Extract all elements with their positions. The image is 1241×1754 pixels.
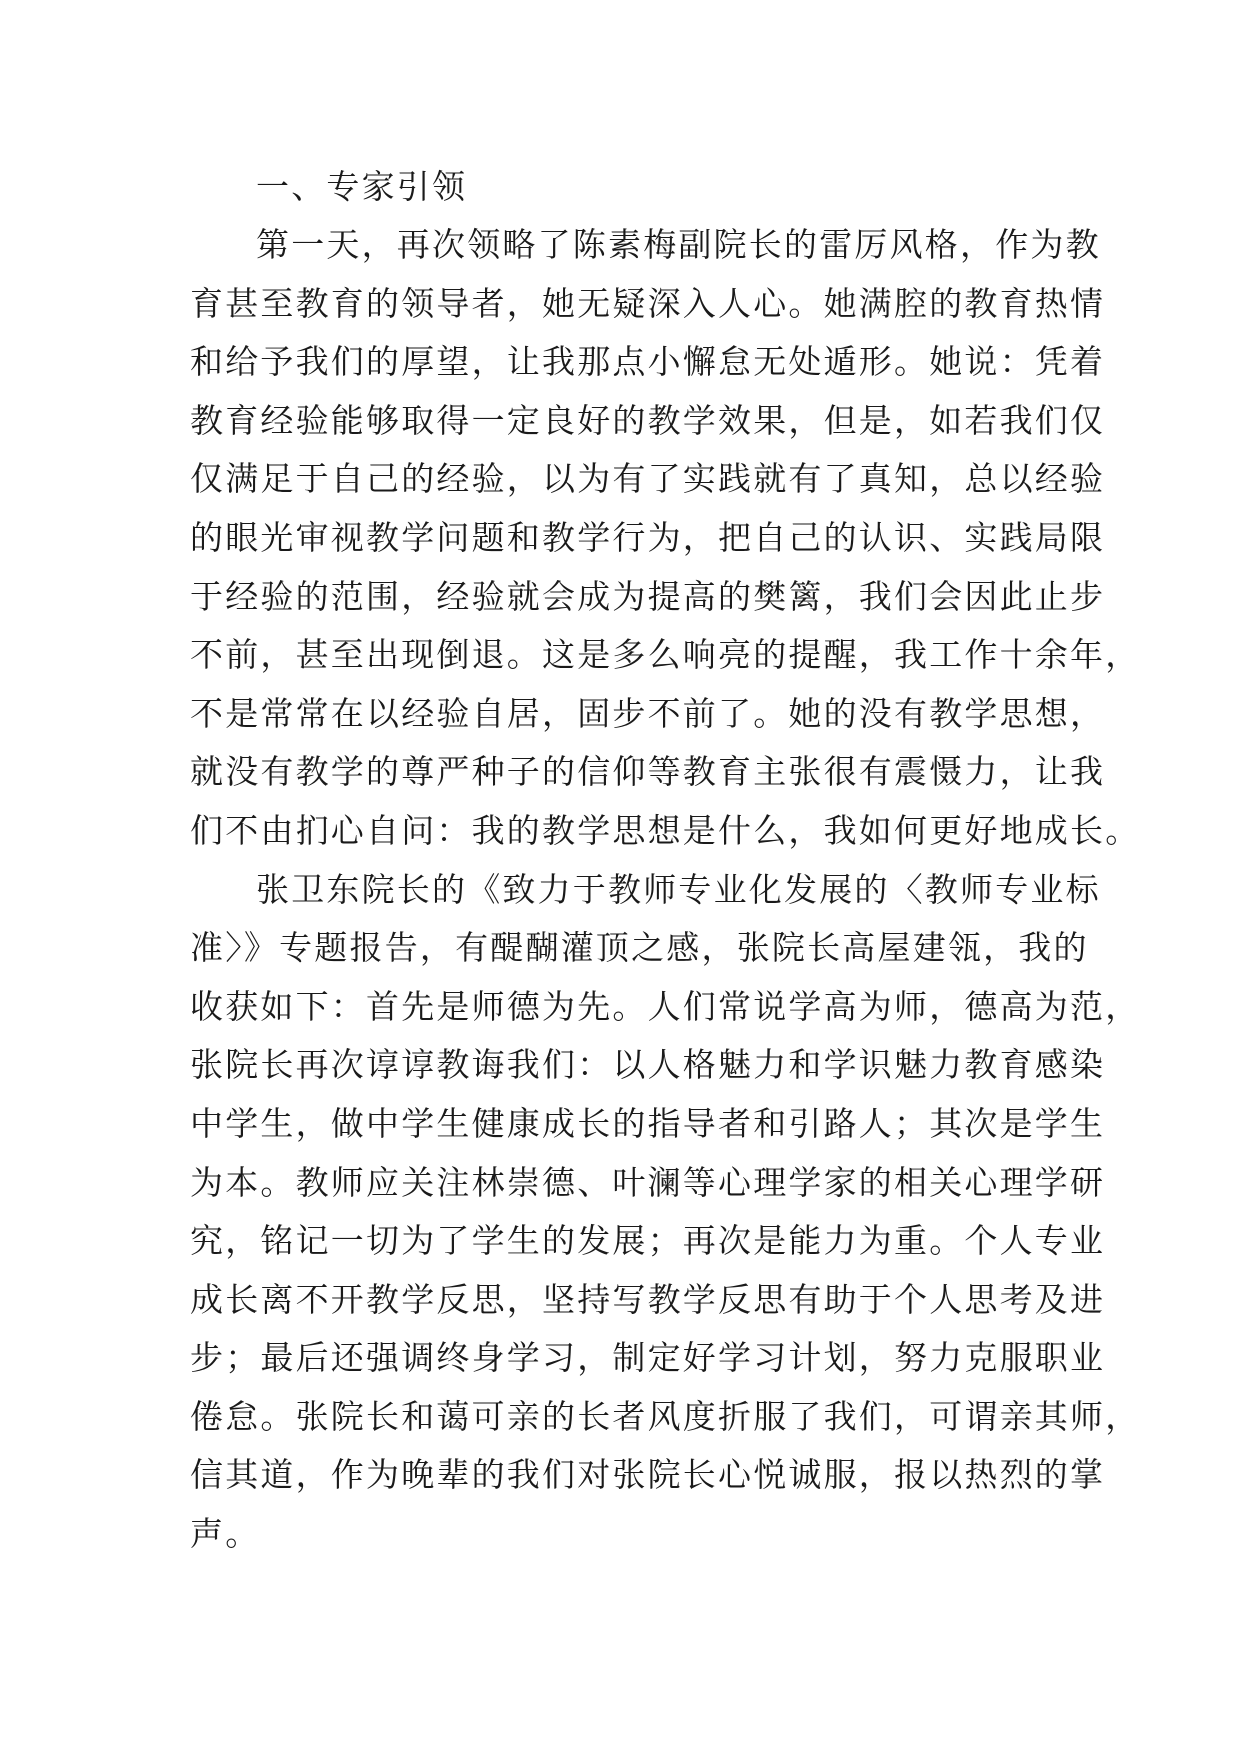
paragraph-2 xyxy=(190,861,1141,1564)
paragraph-line: 究，铭记一切为了学生的发展；再次是能力为重。个人专业 xyxy=(190,1221,1106,1261)
paragraph-1 xyxy=(190,216,1141,861)
paragraph-line: 教育经验能够取得一定良好的教学效果，但是，如若我们仅 xyxy=(190,400,1106,440)
paragraph-line: 张院长再次谆谆教诲我们：以人格魅力和学识魅力教育感染 xyxy=(190,1045,1106,1085)
paragraph-line: 收获如下：首先是师德为先。人们常说学高为师，德高为范， xyxy=(190,986,1141,1026)
paragraph-line: 中学生，做中学生健康成长的指导者和引路人；其次是学生 xyxy=(190,1103,1106,1143)
paragraph-line: 倦怠。张院长和蔼可亲的长者风度折服了我们，可谓亲其师， xyxy=(190,1396,1141,1436)
paragraph-line: 于经验的范围，经验就会成为提高的樊篱，我们会因此止步 xyxy=(190,576,1106,616)
paragraph-line: 就没有教学的尊严种子的信仰等教育主张很有震慑力，让我 xyxy=(190,752,1106,792)
paragraph-line: 准〉》专题报告，有醍醐灌顶之感，张院长高屋建瓴，我的 xyxy=(190,928,1089,968)
document-page xyxy=(190,158,1141,1564)
paragraph-line: 们不由扪心自问：我的教学思想是什么，我如何更好地成长。 xyxy=(190,810,1141,850)
paragraph-line: 成长离不开教学反思，坚持写教学反思有助于个人思考及进 xyxy=(190,1279,1106,1319)
paragraph-line: 信其道，作为晚辈的我们对张院长心悦诚服，报以热烈的掌 xyxy=(190,1455,1106,1495)
paragraph-line: 和给予我们的厚望，让我那点小懈怠无处遁形。她说：凭着 xyxy=(190,342,1106,382)
section-heading: 一、专家引领 xyxy=(256,167,468,206)
paragraph-line: 张卫东院长的《致力于教师专业化发展的〈教师专业标 xyxy=(256,869,1101,909)
paragraph-line: 为本。教师应关注林崇德、叶澜等心理学家的相关心理学研 xyxy=(190,1162,1106,1202)
paragraph-line: 声。 xyxy=(190,1514,261,1554)
paragraph-line: 不是常常在以经验自居，固步不前了。她的没有教学思想， xyxy=(190,693,1106,733)
paragraph-line: 育甚至教育的领导者，她无疑深入人心。她满腔的教育热情 xyxy=(190,283,1106,323)
paragraph-line: 步；最后还强调终身学习，制定好学习计划，努力克服职业 xyxy=(190,1338,1106,1378)
paragraph-line: 的眼光审视教学问题和教学行为，把自己的认识、实践局限 xyxy=(190,517,1106,557)
paragraph-line: 第一天，再次领略了陈素梅副院长的雷厉风格，作为教 xyxy=(256,225,1101,264)
paragraph-line: 不前，甚至出现倒退。这是多么响亮的提醒，我工作十余年， xyxy=(190,635,1141,675)
paragraph-line: 仅满足于自己的经验，以为有了实践就有了真知，总以经验 xyxy=(190,459,1106,499)
